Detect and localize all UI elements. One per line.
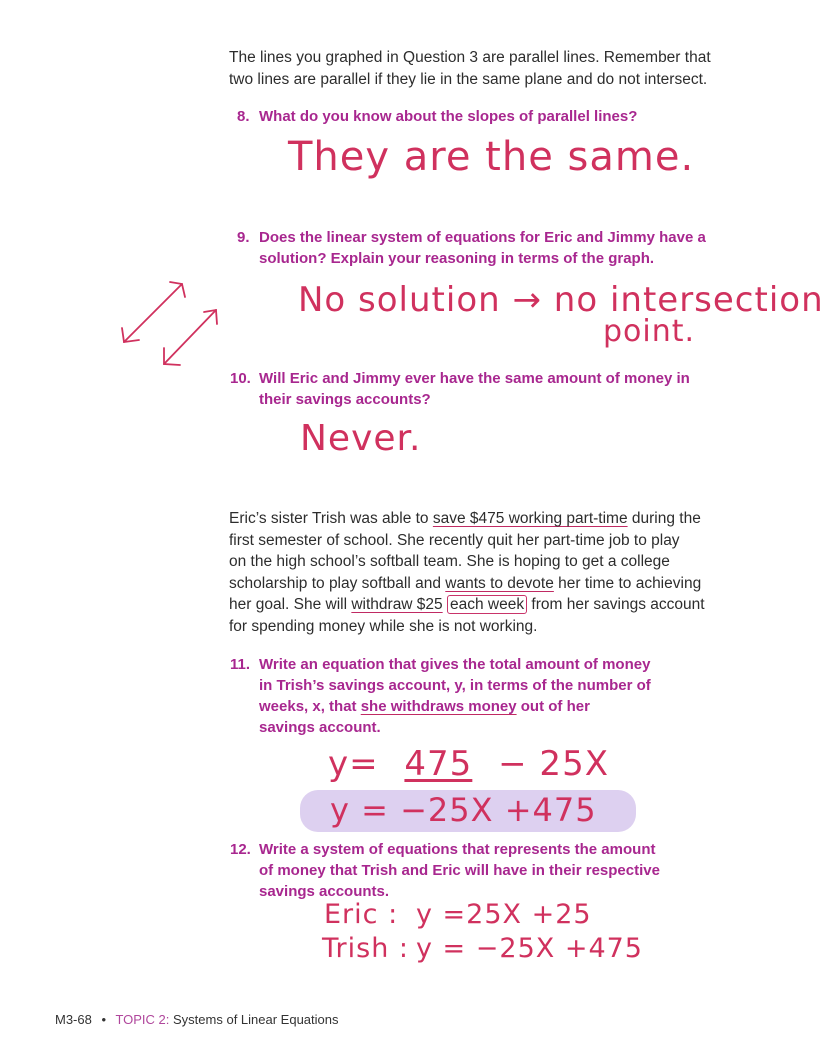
question-8: [237, 106, 637, 127]
question-text-part: out of her: [516, 698, 590, 715]
intro-line: The lines you graphed in Question 3 are parallel lines. Remember that: [229, 49, 711, 66]
passage-text: her time to achieving: [553, 574, 702, 592]
question-text: savings account.: [259, 719, 381, 736]
passage-line: [229, 573, 705, 595]
passage-text: her goal. She will: [229, 596, 352, 613]
answer-11-handwriting-line2: y = −25X +475: [330, 791, 597, 829]
page-number: M3-68: [55, 1012, 92, 1027]
hand-text: 475: [404, 744, 473, 784]
parallel-arrows-icon: [112, 270, 227, 370]
topic-title: Systems of Linear Equations: [173, 1012, 339, 1027]
question-9: [237, 227, 706, 269]
footer-bullet: •: [101, 1012, 107, 1027]
question-text: savings accounts.: [259, 883, 390, 900]
passage-line: first semester of school. She recently quit her part-time job to play: [229, 531, 680, 549]
hand-equation: y =25X +25: [416, 899, 592, 930]
answer-8-handwriting: They are the same.: [288, 134, 695, 180]
question-number: 11.: [230, 656, 251, 673]
intro-line: two lines are parallel if they lie in the same plane and do not intersect.: [229, 70, 708, 88]
topic-label: TOPIC 2:: [115, 1012, 170, 1027]
question-text-part: weeks, x, that: [259, 698, 361, 715]
passage-text: from her savings account: [527, 596, 705, 613]
question-text: in Trish’s savings account, y, in terms of the number of: [259, 677, 651, 694]
underlined-phrase: save $475 working part-time: [432, 510, 628, 527]
question-text: What do you know about the slopes of parallel lines?: [259, 108, 638, 125]
passage-text: scholarship to play softball and: [229, 574, 446, 592]
question-number: 10.: [230, 370, 251, 387]
question-text: solution? Explain your reasoning in terms of the graph.: [259, 250, 655, 267]
hand-label: Eric :: [324, 899, 399, 930]
question-text: [230, 696, 651, 717]
hand-equation: y = −25X +475: [416, 933, 643, 964]
page-footer: [55, 1012, 339, 1027]
boxed-phrase: each week: [447, 595, 527, 614]
underlined-phrase: she withdraws money: [360, 698, 517, 715]
passage-line: [229, 508, 705, 530]
passage-line: on the high school’s softball team. She is hoping to get a college: [229, 553, 670, 570]
question-10: [230, 368, 690, 410]
hand-text: − 25X: [498, 744, 609, 784]
passage-text: Eric’s sister Trish was able to: [229, 510, 433, 527]
underlined-phrase: wants to devote: [445, 574, 554, 592]
question-number: 9.: [237, 229, 250, 246]
question-text: Does the linear system of equations for Eric and Jimmy have a: [259, 229, 706, 246]
answer-9-handwriting-line2: point.: [603, 314, 696, 349]
question-text: of money that Trish and Eric will have in their respective: [259, 862, 660, 879]
answer-12-eric: [324, 898, 592, 931]
underlined-phrase: withdraw $25: [351, 596, 443, 613]
hand-label: Trish :: [322, 933, 409, 964]
question-number: 8.: [237, 108, 250, 125]
question-text: Write an equation that gives the total amount of money: [259, 656, 651, 673]
trish-passage: [229, 508, 705, 637]
passage-text: during the: [627, 510, 701, 527]
question-text: Write a system of equations that represents the amount: [259, 841, 656, 858]
question-number: 12.: [230, 841, 251, 858]
answer-12-trish: [322, 932, 643, 965]
question-12: [230, 839, 660, 902]
passage-line: [229, 594, 705, 616]
answer-10-handwriting: Never.: [300, 418, 422, 459]
question-text: Will Eric and Jimmy ever have the same amount of money in: [259, 370, 690, 387]
answer-9-handwriting-line1: No solution → no intersection: [298, 280, 824, 320]
intro-paragraph: [229, 47, 711, 90]
answer-11-handwriting-line1: [328, 744, 609, 784]
hand-text: y=: [328, 744, 379, 784]
question-text: their savings accounts?: [259, 391, 431, 408]
passage-line: for spending money while she is not working.: [229, 617, 538, 635]
question-11: [230, 654, 651, 738]
